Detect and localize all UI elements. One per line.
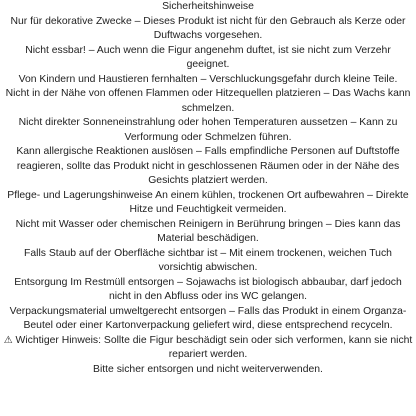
notice-no-flames: Nicht in der Nähe von offenen Flammen oder Hitzequellen platzieren – Das Wachs kann schmelzen. — [5, 88, 411, 114]
warning-triangle-icon: ⚠ — [3, 334, 13, 346]
notice-disposal: Entsorgung Im Restmüll entsorgen – Sojawachs ist biologisch abbaubar, darf jedoch nicht in den Abfluss oder ins WC gelangen. — [14, 276, 402, 302]
notice-packaging: Verpackungsmaterial umweltgerecht entsorgen – Falls das Produkt in einem Organza-Beutel oder einer Kartonverpackung geliefert wird, diese entsprechend recyceln. — [9, 305, 407, 331]
important-text: Wichtiger Hinweis: Sollte die Figur beschädigt sein oder sich verformen, kann sie nicht repariert werden. — [15, 334, 413, 360]
notice-not-edible: Nicht essbar! – Auch wenn die Figur angenehm duftet, ist sie nicht zum Verzehr geeignet. — [25, 44, 391, 70]
notice-dust: Falls Staub auf der Oberfläche sichtbar ist – Mit einem trockenen, weichen Tuch vorsichtig abwischen. — [24, 247, 392, 273]
heading: Sicherheitshinweise — [162, 1, 254, 12]
notice-keep-away-children: Von Kindern und Haustieren fernhalten – Verschluckungsgefahr durch kleine Teile. — [18, 73, 398, 85]
notice-storage: Pflege- und Lagerungshinweise An einem kühlen, trockenen Ort aufbewahren – Direkte Hitze und Feuchtigkeit vermeiden. — [7, 189, 409, 215]
notice-allergies: Kann allergische Reaktionen auslösen – Falls empfindliche Personen auf Duftstoffe reagieren, sollte das Produkt nicht in geschlossenen Räumen oder in der Nähe des Gesichts platziert werden. — [16, 146, 400, 186]
notice-no-water: Nicht mit Wasser oder chemischen Reinigern in Berührung bringen – Dies kann das Material beschädigen. — [15, 218, 401, 244]
notice-closing: Bitte sicher entsorgen und nicht weiterverwenden. — [93, 363, 323, 375]
notice-decorative-only: Nur für dekorative Zwecke – Dieses Produkt ist nicht für den Gebrauch als Kerze oder Duftwachs vorgesehen. — [10, 15, 406, 41]
notice-important — [3, 334, 413, 363]
notice-no-sunlight: Nicht direkter Sonneneinstrahlung oder hohen Temperaturen aussetzen – Kann zu Verformung oder Schmelzen führen. — [18, 117, 398, 143]
